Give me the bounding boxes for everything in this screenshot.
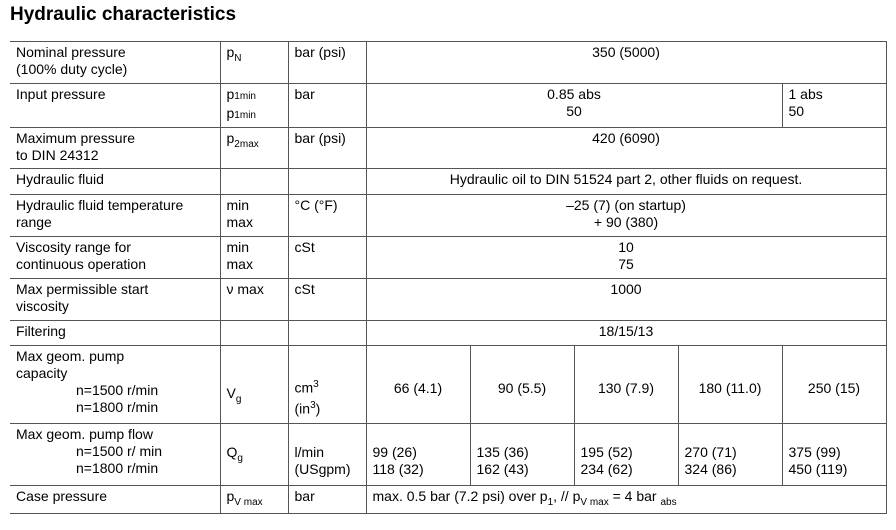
value-cell: 180 (11.0) bbox=[678, 346, 782, 424]
value-cell: 18/15/13 bbox=[366, 321, 886, 346]
symbol-cell: min max bbox=[220, 237, 288, 279]
unit-cell: bar (psi) bbox=[288, 42, 366, 84]
symbol-cell bbox=[220, 321, 288, 346]
unit-cell: $cm^3$ $(in^3)$ bbox=[288, 346, 366, 424]
value-cell: 1000 bbox=[366, 279, 886, 321]
param-cell: Input pressure bbox=[10, 84, 220, 128]
symbol-cell: p1min p1min bbox=[220, 84, 288, 128]
table-row bbox=[10, 486, 886, 514]
symbol-cell: min max bbox=[220, 195, 288, 237]
value-cell: 250 (15) bbox=[782, 346, 886, 424]
table-row bbox=[10, 321, 886, 346]
table-row bbox=[10, 42, 886, 84]
table-row bbox=[10, 424, 886, 486]
symbol-cell: $Q_g$ bbox=[220, 424, 288, 486]
value-cell: 90 (5.5) bbox=[470, 346, 574, 424]
value-cell: 135 (36) 162 (43) bbox=[470, 424, 574, 486]
param-cell: Viscosity range for continuous operation bbox=[10, 237, 220, 279]
value-cell: 195 (52) 234 (62) bbox=[574, 424, 678, 486]
table-row bbox=[10, 84, 886, 128]
value-cell: 270 (71) 324 (86) bbox=[678, 424, 782, 486]
symbol-cell: $p_{V max}$ bbox=[220, 486, 288, 514]
unit-cell: l/min (USgpm) bbox=[288, 424, 366, 486]
symbol-cell: $p_N$ bbox=[220, 42, 288, 84]
param-cell: Max geom. pump flow n=1500 r/ min n=1800 r/min bbox=[10, 424, 220, 486]
unit-cell: cSt bbox=[288, 279, 366, 321]
param-cell: Nominal pressure (100% duty cycle) bbox=[10, 42, 220, 84]
unit-cell: bar bbox=[288, 486, 366, 514]
value-cell: 10 75 bbox=[366, 237, 886, 279]
value-cell: 375 (99) 450 (119) bbox=[782, 424, 886, 486]
unit-cell: °C (°F) bbox=[288, 195, 366, 237]
table-row bbox=[10, 346, 886, 424]
value-cell: 0.85 abs 50 bbox=[366, 84, 782, 128]
table-row bbox=[10, 169, 886, 195]
value-cell: 66 (4.1) bbox=[366, 346, 470, 424]
hydraulic-characteristics-table bbox=[10, 41, 887, 514]
param-cell: Hydraulic fluid bbox=[10, 169, 220, 195]
value-cell: 350 (5000) bbox=[366, 42, 886, 84]
unit-cell: bar (psi) bbox=[288, 128, 366, 169]
value-cell: –25 (7) (on startup) + 90 (380) bbox=[366, 195, 886, 237]
param-cell: Max permissible start viscosity bbox=[10, 279, 220, 321]
unit-cell: bar bbox=[288, 84, 366, 128]
value-cell: 130 (7.9) bbox=[574, 346, 678, 424]
symbol-cell: $p_{2max}$ bbox=[220, 128, 288, 169]
value-cell: 99 (26) 118 (32) bbox=[366, 424, 470, 486]
value-cell: max. 0.5 bar (7.2 psi) over $p_1$, // $p_{V max} = 4$ bar $_{abs}$ bbox=[366, 486, 886, 514]
param-cell: Hydraulic fluid temperature range bbox=[10, 195, 220, 237]
param-cell: Filtering bbox=[10, 321, 220, 346]
symbol-cell: ν max bbox=[220, 279, 288, 321]
symbol-cell: $V_g$ bbox=[220, 346, 288, 424]
value-cell: 420 (6090) bbox=[366, 128, 886, 169]
symbol-cell bbox=[220, 169, 288, 195]
param-cell: Case pressure bbox=[10, 486, 220, 514]
param-cell: Max geom. pump capacity n=1500 r/min n=1800 r/min bbox=[10, 346, 220, 424]
table-row bbox=[10, 279, 886, 321]
param-cell: Maximum pressure to DIN 24312 bbox=[10, 128, 220, 169]
value-cell: Hydraulic oil to DIN 51524 part 2, other fluids on request. bbox=[366, 169, 886, 195]
page-title: Hydraulic characteristics bbox=[10, 4, 237, 25]
unit-cell: cSt bbox=[288, 237, 366, 279]
table-row bbox=[10, 237, 886, 279]
unit-cell bbox=[288, 321, 366, 346]
table-row bbox=[10, 195, 886, 237]
value-cell: 1 abs 50 bbox=[782, 84, 886, 128]
unit-cell bbox=[288, 169, 366, 195]
table-row bbox=[10, 128, 886, 169]
